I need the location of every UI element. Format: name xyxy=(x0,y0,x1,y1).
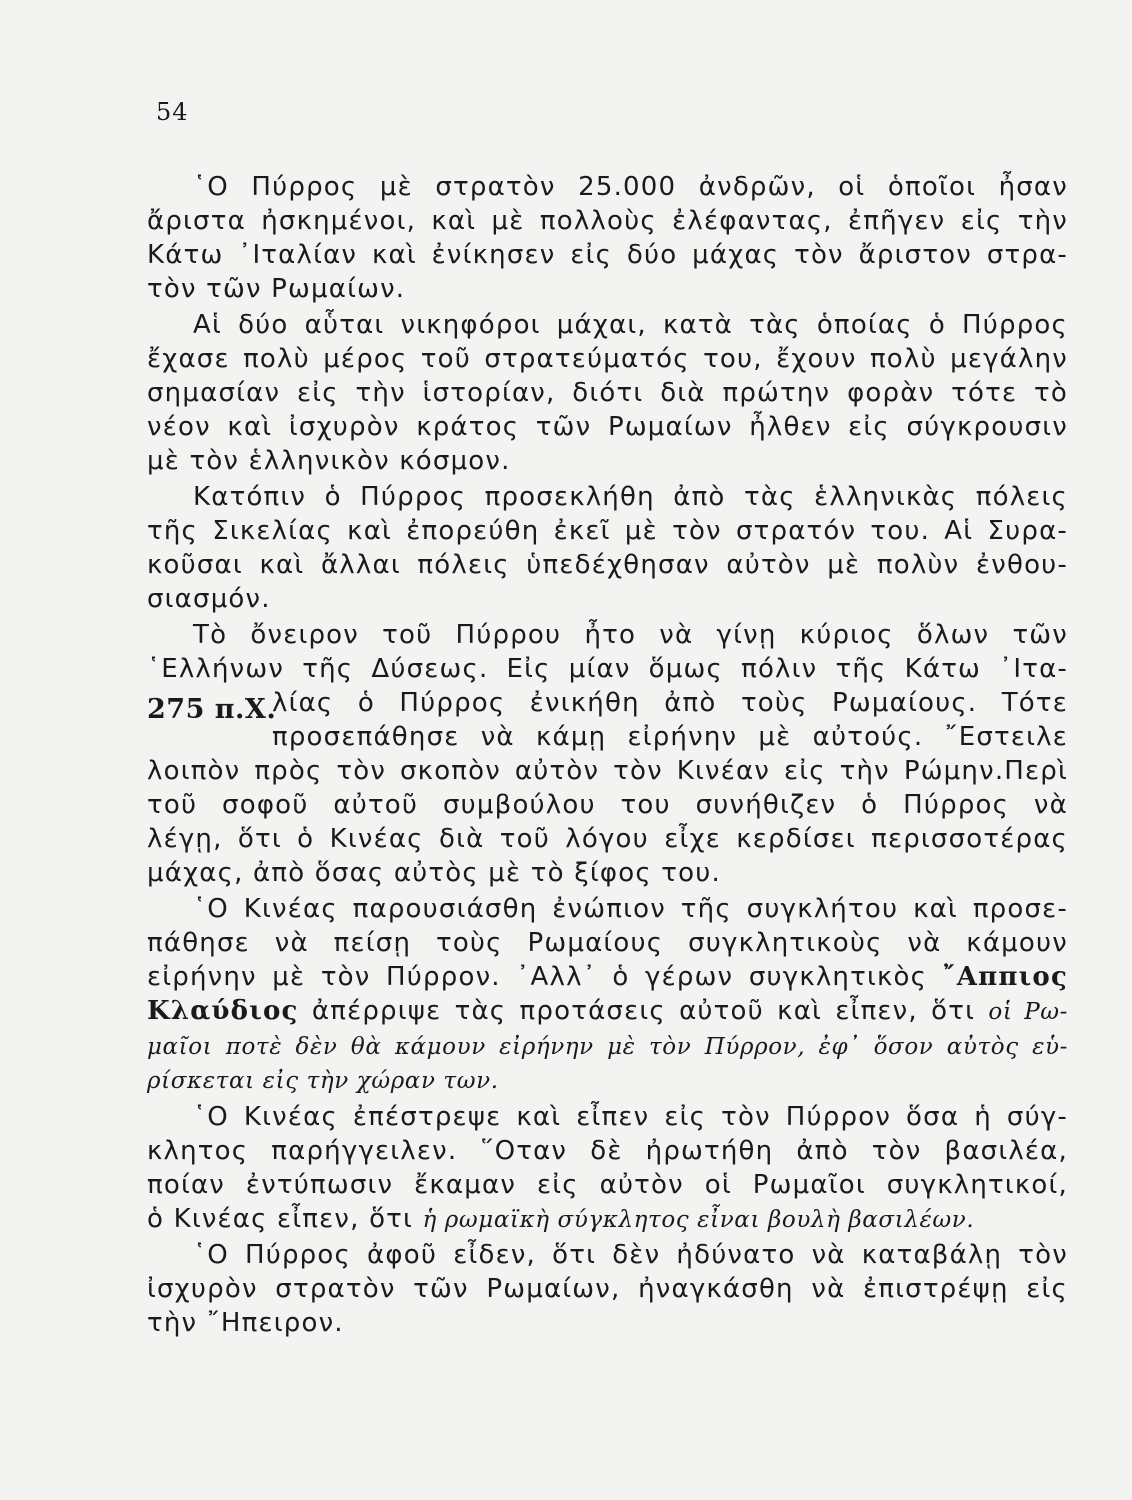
text-line: Κάτω ᾽Ιταλίαν καὶ ἐνίκησεν εἰς δύο μάχας τὸν ἄριστον στρα- xyxy=(147,240,1068,270)
text-line: ἰσχυρὸν στρατὸν τῶν Ρωμαίων, ἠναγκάσθη νὰ ἐπιστρέψῃ εἰς xyxy=(147,1274,1068,1304)
proper-name-appius: ῎Αππιος xyxy=(942,962,1068,992)
text-line: ῾Ο Κινέας παρουσιάσθη ἐνώπιον τῆς συγκλήτου καὶ προσε- xyxy=(193,894,1068,924)
text-line: Τὸ ὄνειρον τοῦ Πύρρου ἦτο νὰ γίνῃ κύριος ὅλων τῶν xyxy=(193,620,1068,650)
text-line: τὸν τῶν Ρωμαίων. xyxy=(147,274,406,304)
text-segment: ὁ Κινέας εἶπεν, ὅτι xyxy=(147,1204,414,1234)
text-line: ποίαν ἐντύπωσιν ἔκαμαν εἰς αὐτὸν οἱ Ρωμαῖοι συγκλητικοί, xyxy=(147,1170,1068,1200)
proper-name-claudius: Κλαύδιος xyxy=(147,996,299,1026)
text-line: ῾Ο Πύρρος μὲ στρατὸν 25.000 ἀνδρῶν, οἱ ὁποῖοι ἦσαν xyxy=(193,172,1068,202)
text-line: τῆς Σικελίας καὶ ἐπορεύθη ἐκεῖ μὲ τὸν στρατόν του. Αἱ Συρα- xyxy=(147,516,1068,546)
margin-date-note: 275 π.Χ. xyxy=(147,694,277,725)
text-line: πάθησε νὰ πείσῃ τοὺς Ρωμαίους συγκλητικοὺς νὰ κάμουν xyxy=(147,928,1068,958)
text-line: κλητος παρήγγειλεν. ῞Οταν δὲ ἠρωτήθη ἀπὸ τὸν βασιλέα, xyxy=(147,1136,1068,1166)
italic-quote: ἡ ρωμαϊκὴ σύγκλητος εἶναι βουλὴ βασιλέων. xyxy=(422,1207,975,1233)
italic-quote: οἱ Ρω- xyxy=(988,999,1069,1025)
text-line: ῾Ο Κινέας ἐπέστρεψε καὶ εἶπεν εἰς τὸν Πύρρον ὅσα ἡ σύγ- xyxy=(193,1102,1068,1132)
text-line: ἄριστα ἠσκημένοι, καὶ μὲ πολλοὺς ἐλέφαντας, ἐπῆγεν εἰς τὴν xyxy=(147,206,1068,236)
page-number: 54 xyxy=(156,98,189,126)
text-line: μάχας, ἀπὸ ὅσας αὐτὸς μὲ τὸ ξίφος του. xyxy=(147,858,721,888)
text-line: λοιπὸν πρὸς τὸν σκοπὸν αὐτὸν τὸν Κινέαν εἰς τὴν Ρώμην.Περὶ xyxy=(147,756,1068,786)
text-line: λέγῃ, ὅτι ὁ Κινέας διὰ τοῦ λόγου εἶχε κερδίσει περισσοτέρας xyxy=(147,824,1068,854)
text-segment: ἀπέρριψε τὰς προτάσεις αὐτοῦ καὶ εἶπεν, ὅτι xyxy=(311,996,976,1026)
text-line: προσεπάθησε νὰ κάμῃ εἰρήνην μὲ αὐτούς. ῎Εστειλε xyxy=(272,722,1068,752)
text-line: μὲ τὸν ἑλληνικὸν κόσμον. xyxy=(147,446,511,476)
text-line: Κατόπιν ὁ Πύρρος προσεκλήθη ἀπὸ τὰς ἑλληνικὰς πόλεις xyxy=(193,482,1068,512)
text-line: κοῦσαι καὶ ἄλλαι πόλεις ὑπεδέχθησαν αὐτὸν μὲ πολὺν ἐνθου- xyxy=(147,550,1068,580)
text-line: τοῦ σοφοῦ αὐτοῦ συμβούλου του συνήθιζεν ὁ Πύρρος νὰ xyxy=(147,790,1068,820)
text-line xyxy=(147,1202,1068,1237)
text-line: ῾Ο Πύρρος ἀφοῦ εἶδεν, ὅτι δὲν ἠδύνατο νὰ καταβάλῃ τὸν xyxy=(193,1240,1068,1270)
text-line: σημασίαν εἰς τὴν ἱστορίαν, διότι διὰ πρώτην φορὰν τότε τὸ xyxy=(147,378,1068,408)
text-line: Αἱ δύο αὗται νικηφόροι μάχαι, κατὰ τὰς ὁποίας ὁ Πύρρος xyxy=(193,310,1068,340)
text-line: ἔχασε πολὺ μέρος τοῦ στρατεύματός του, ἔχουν πολὺ μεγάλην xyxy=(147,344,1068,374)
text-line: ῾Ελλήνων τῆς Δύσεως. Εἰς μίαν ὅμως πόλιν τῆς Κάτω ᾽Ιτα- xyxy=(147,654,1068,684)
text-line xyxy=(147,994,1068,1029)
italic-quote-line: ρίσκεται εἰς τὴν χώραν των. xyxy=(147,1068,499,1094)
italic-quote-line: μαῖοι ποτὲ δὲν θὰ κάμουν εἰρήνην μὲ τὸν Πύρρον, ἐφ᾽ ὅσον αὐτὸς εὑ- xyxy=(147,1034,1068,1060)
text-line: λίας ὁ Πύρρος ἐνικήθη ἀπὸ τοὺς Ρωμαίους. Τότε xyxy=(272,688,1068,718)
text-line: σιασμόν. xyxy=(147,584,271,614)
text-line: νέον καὶ ἰσχυρὸν κράτος τῶν Ρωμαίων ἦλθεν εἰς σύγκρουσιν xyxy=(147,412,1068,442)
text-line xyxy=(147,960,1068,994)
text-line: τὴν ῎Ηπειρον. xyxy=(147,1308,344,1338)
text-segment: εἰρήνην μὲ τὸν Πύρρον. ᾽Αλλ᾽ ὁ γέρων συγκλητικὸς xyxy=(147,962,928,992)
